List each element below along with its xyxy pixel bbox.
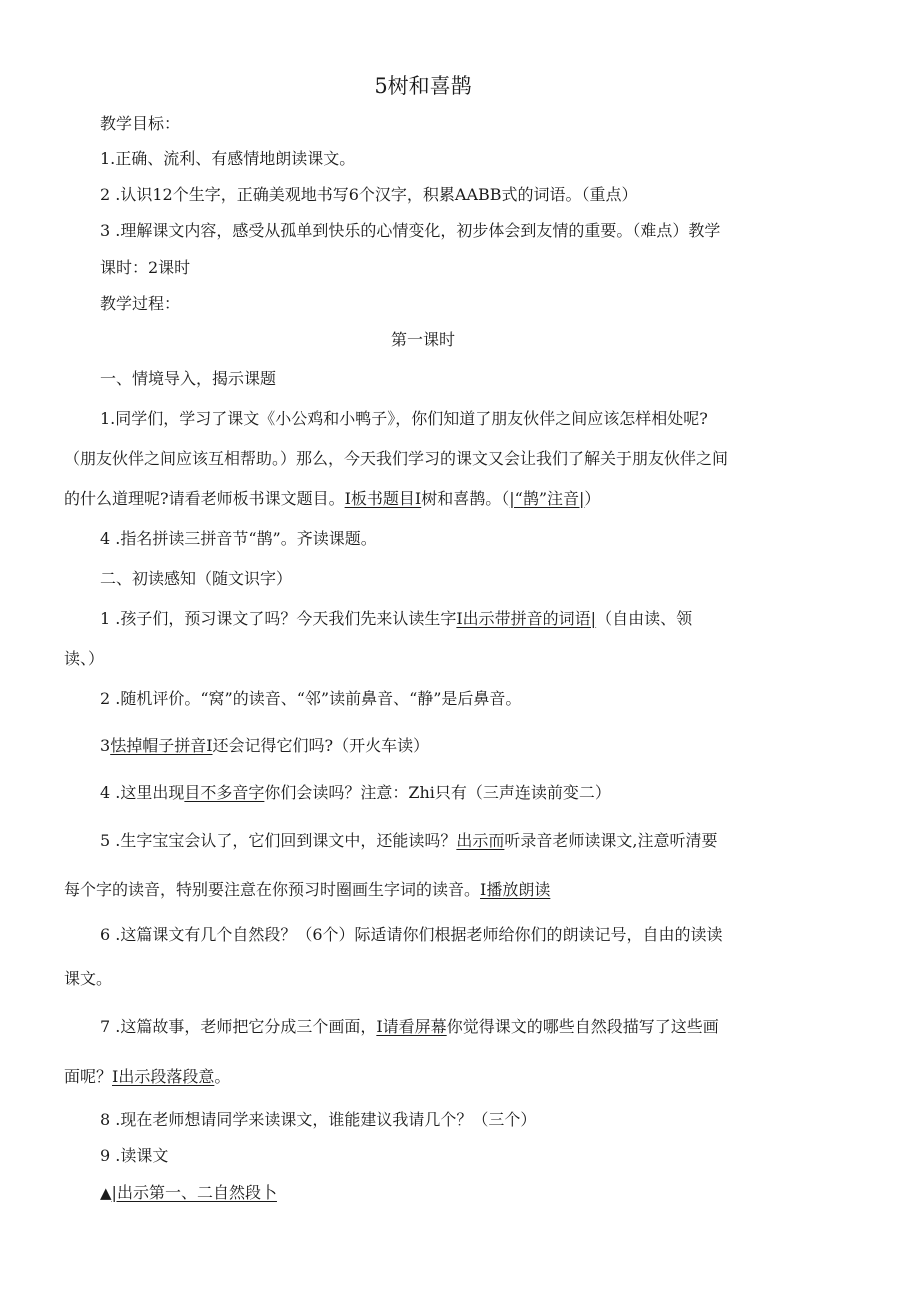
section2-item-3 <box>100 735 429 757</box>
goal-item-3: 3 .理解课文内容，感受从孤单到快乐的心情变化，初步体会到友情的重要。（难点）教学 <box>100 221 721 240</box>
section1-paragraph-line: （朋友伙伴之间应该互相帮助。）那么，今天我们学习的课文又会让我们了解关于朋友伙伴之间 <box>64 449 729 468</box>
display-note: I出示段落段意 <box>112 1067 215 1086</box>
text-run: 听录音老师读课文,注意听清要 <box>504 831 718 850</box>
text-run: 3 <box>100 736 111 755</box>
display-note: |出示第一、二自然段卜 <box>111 1183 277 1202</box>
text-run: 你觉得课文的哪些自然段描写了这些画 <box>446 1017 719 1036</box>
section1-heading: 一、情境导入，揭示课题 <box>100 369 277 388</box>
goal-item-1: 1.正确、流利、有感情地朗读课文。 <box>100 149 356 168</box>
section2-item-4 <box>100 782 611 804</box>
section1-paragraph-line <box>64 488 600 510</box>
section2-item-6-cont: 课文。 <box>64 969 113 988</box>
triangle-bullet-icon: ▲ <box>100 1184 112 1202</box>
display-note: 怯掉帽子拼音I <box>110 736 213 755</box>
pinyin-note: |“鹊”注音| <box>509 489 585 508</box>
document-title: 5树和喜鹊 <box>374 74 472 98</box>
text-run: 的什么道理呢?请看老师板书课文题目。 <box>64 489 345 508</box>
section2-heading: 二、初读感知（随文识字） <box>100 569 293 588</box>
text-run: 还会记得它们吗?（开火车读） <box>212 736 430 755</box>
text-run: 每个字的读音，特别要注意在你预习时圈画生字词的读音。 <box>64 880 481 899</box>
text-run: 5 .生字宝宝会认了，它们回到课文中，还能读吗？ <box>100 831 457 850</box>
text-run: 面呢？ <box>64 1067 113 1086</box>
text-run: 4 .这里出现 <box>100 783 185 802</box>
text-run: 7 .这篇故事，老师把它分成三个画面， <box>100 1017 377 1036</box>
process-heading: 教学过程： <box>100 294 181 313</box>
section2-item-1 <box>100 608 692 630</box>
text-run: 你们会读吗？注意：Zhi只有（三声连读前变二） <box>264 783 611 802</box>
text-run: 1 .孩子们，预习课文了吗？今天我们先来认读生字 <box>100 609 457 628</box>
text-run: 。 <box>214 1067 231 1086</box>
display-note: I播放朗读 <box>480 880 551 899</box>
section2-item-10 <box>100 1182 277 1204</box>
lesson-title: 第一课时 <box>390 330 455 349</box>
section2-item-6: 6 .这篇课文有几个自然段？（6个）际适请你们根据老师给你们的朗读记号，自由的读读 <box>100 925 723 944</box>
section1-item-4: 4 .指名拼读三拼音节“鹊”。齐读课题。 <box>100 529 377 548</box>
section2-item-7-cont <box>64 1066 230 1088</box>
text-run: ） <box>584 489 601 508</box>
section2-item-5-cont <box>64 879 550 901</box>
section2-item-1-cont: 读、） <box>64 649 105 668</box>
text-run: 树和喜鹊。（ <box>421 489 510 508</box>
display-note: 目不多音字 <box>184 783 265 802</box>
goal-item-2: 2 .认识12个生字，正确美观地书写6个汉字，积累AABB式的词语。（重点） <box>100 185 638 204</box>
display-note: I请看屏幕 <box>376 1017 447 1036</box>
board-note: I板书题目I <box>344 489 422 508</box>
section2-item-9: 9 .读课文 <box>100 1146 169 1165</box>
section2-item-7 <box>100 1016 719 1038</box>
section1-paragraph-line: 1.同学们，学习了课文《小公鸡和小鸭子》，你们知道了朋友伙伴之间应该怎样相处呢? <box>100 409 708 428</box>
section2-item-5 <box>100 830 717 852</box>
goals-heading: 教学目标： <box>100 114 181 133</box>
section2-item-2: 2 .随机评价。“窝”的读音、“邻”读前鼻音、“静”是后鼻音。 <box>100 689 522 708</box>
class-hours: 课时：2课时 <box>100 258 191 277</box>
display-note: 出示而 <box>456 831 505 850</box>
text-run: （自由读、领 <box>596 609 693 628</box>
display-note: I出示带拼音的词语| <box>456 609 597 628</box>
section2-item-8: 8 .现在老师想请同学来读课文，谁能建议我请几个？（三个） <box>100 1110 537 1129</box>
